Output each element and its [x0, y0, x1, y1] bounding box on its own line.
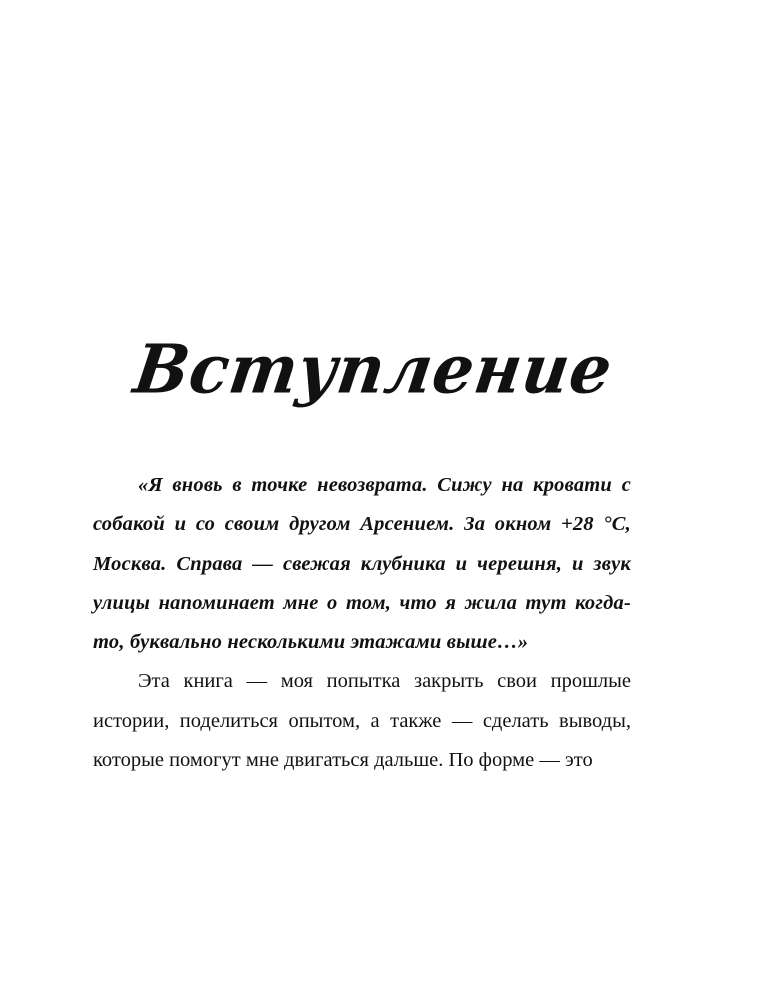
body-text [93, 466, 631, 780]
intro-paragraph: Эта книга — моя попытка закрыть свои прошлые истории, поделиться опытом, а также — сделать выводы, которые помогут мне двигаться дальше. По форме — это [93, 670, 631, 772]
epigraph-paragraph: «Я вновь в точке невозврата. Сижу на кровати с собакой и со своим другом Арсением. За окном +28 °С, Москва. Справа — свежая клубника и черешня, и звук улицы напоминает мне о том, что я жила тут когда-то, буквально несколькими этажами выше…» [93, 474, 631, 654]
chapter-title: Вступление [129, 330, 618, 410]
